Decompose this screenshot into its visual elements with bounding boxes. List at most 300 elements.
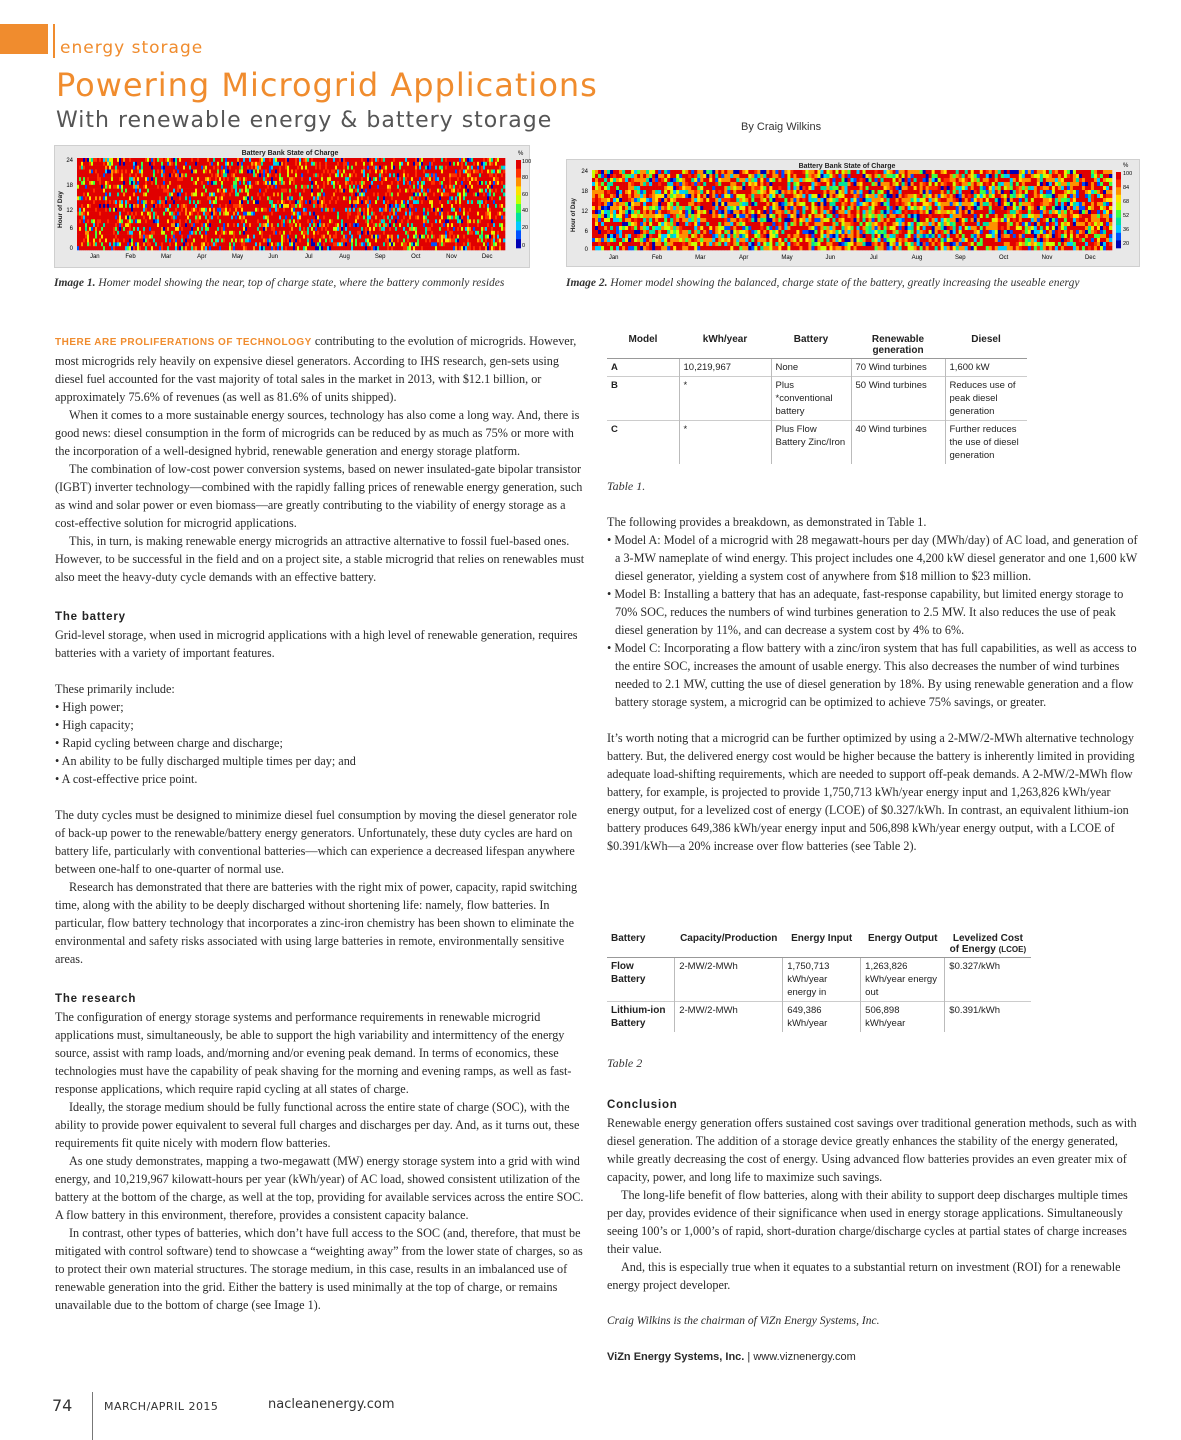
heatmap-cell	[213, 227, 215, 231]
heatmap-cell	[427, 204, 429, 208]
heatmap-cell	[105, 227, 107, 231]
heatmap-cell	[419, 177, 421, 181]
heatmap-cell	[305, 223, 307, 227]
heatmap-cell	[467, 216, 469, 220]
heatmap-cell	[275, 227, 277, 231]
heatmap-cell	[325, 193, 327, 197]
heatmap-cell	[79, 177, 81, 181]
heatmap-cell	[121, 208, 123, 212]
heatmap-cell	[369, 185, 371, 189]
heatmap-cell	[181, 166, 183, 170]
heatmap-cell	[473, 193, 475, 197]
heatmap-cell	[105, 219, 107, 223]
heatmap-cell	[373, 193, 375, 197]
heatmap-cell	[471, 173, 473, 177]
heatmap-cell	[217, 196, 219, 200]
heatmap-cell	[205, 196, 207, 200]
heatmap-cell	[367, 227, 369, 231]
heatmap-cell	[449, 246, 451, 250]
heatmap-cell	[225, 242, 227, 246]
heatmap-cell	[93, 208, 95, 212]
heatmap-cell	[199, 158, 201, 162]
heatmap-cell	[203, 235, 205, 239]
heatmap-cell	[179, 162, 181, 166]
heatmap-cell	[433, 208, 435, 212]
heatmap-cell	[173, 216, 175, 220]
heatmap-cell	[153, 177, 155, 181]
heatmap-cell	[187, 223, 189, 227]
heatmap-cell	[169, 219, 171, 223]
heatmap-cell	[449, 227, 451, 231]
heatmap-cell	[287, 193, 289, 197]
heatmap-cell	[287, 170, 289, 174]
heatmap-cell	[367, 223, 369, 227]
heatmap-cell	[195, 189, 197, 193]
heatmap-cell	[129, 227, 131, 231]
heatmap-cell	[105, 246, 107, 250]
heatmap-cell	[183, 216, 185, 220]
heatmap-cell	[101, 235, 103, 239]
heatmap-cell	[121, 212, 123, 216]
heatmap-cell	[123, 158, 125, 162]
heatmap-cell	[77, 196, 79, 200]
heatmap-cell	[145, 235, 147, 239]
heatmap-cell	[217, 173, 219, 177]
heatmap-cell	[205, 166, 207, 170]
heatmap-cell	[301, 173, 303, 177]
heatmap-cell	[133, 208, 135, 212]
heatmap-cell	[113, 158, 115, 162]
heatmap-cell	[259, 227, 261, 231]
heatmap-cell	[317, 239, 319, 243]
heatmap-cell	[417, 173, 419, 177]
heatmap-cell	[89, 193, 91, 197]
heatmap-cell	[333, 208, 335, 212]
heatmap-cell	[429, 223, 431, 227]
heatmap-cell	[349, 181, 351, 185]
heatmap-cell	[377, 239, 379, 243]
heatmap-cell	[289, 185, 291, 189]
heatmap-cell	[383, 227, 385, 231]
heatmap-cell	[269, 235, 271, 239]
heatmap-cell	[259, 223, 261, 227]
heatmap-cell	[77, 212, 79, 216]
heatmap-cell	[181, 212, 183, 216]
y-tick: 24	[66, 158, 73, 164]
heatmap-cell	[79, 193, 81, 197]
heatmap-cell	[223, 239, 225, 243]
heatmap-cell	[347, 216, 349, 220]
heatmap-cell	[455, 208, 457, 212]
heatmap-cell	[91, 189, 93, 193]
heatmap-cell	[307, 193, 309, 197]
heatmap-cell	[91, 162, 93, 166]
heatmap-cell	[195, 193, 197, 197]
heatmap-cell	[143, 158, 145, 162]
heatmap-cell	[281, 219, 283, 223]
heatmap-cell	[445, 162, 447, 166]
heatmap-cell	[431, 246, 433, 250]
section-label: energy storage	[60, 38, 204, 58]
heatmap-cell	[111, 235, 113, 239]
heatmap-cell	[381, 227, 383, 231]
heatmap-cell	[309, 193, 311, 197]
heatmap-cell	[179, 231, 181, 235]
heatmap-cell	[87, 173, 89, 177]
heatmap-cell	[151, 185, 153, 189]
heatmap-cell	[371, 208, 373, 212]
heatmap-cell	[79, 212, 81, 216]
heatmap-cell	[149, 170, 151, 174]
heatmap-cell	[265, 196, 267, 200]
heatmap-cell	[195, 170, 197, 174]
heatmap-cell	[407, 185, 409, 189]
heatmap-cell	[467, 196, 469, 200]
heatmap-cell	[481, 162, 483, 166]
heatmap-cell	[219, 239, 221, 243]
heatmap-cell	[83, 227, 85, 231]
heatmap-cell	[431, 216, 433, 220]
heatmap-cell	[93, 219, 95, 223]
heatmap-cell	[173, 227, 175, 231]
heatmap-cell	[231, 231, 233, 235]
heatmap-cell	[315, 185, 317, 189]
heatmap-cell	[395, 162, 397, 166]
heatmap-cell	[443, 173, 445, 177]
heatmap-cell	[251, 158, 253, 162]
heatmap-cell	[195, 223, 197, 227]
heatmap-cell	[351, 235, 353, 239]
heatmap-cell	[83, 177, 85, 181]
heatmap-cell	[361, 212, 363, 216]
heatmap-cell	[391, 239, 393, 243]
heatmap-cell	[303, 235, 305, 239]
heatmap-cell	[389, 200, 391, 204]
heatmap-cell	[103, 193, 105, 197]
heatmap-cell	[385, 239, 387, 243]
heatmap-cell	[261, 158, 263, 162]
heatmap-cell	[241, 216, 243, 220]
heatmap-cell	[311, 173, 313, 177]
heatmap-cell	[277, 235, 279, 239]
heatmap-cell	[453, 158, 455, 162]
heatmap-cell	[415, 246, 417, 250]
heatmap-cell	[227, 208, 229, 212]
heatmap-cell	[235, 204, 237, 208]
heatmap-cell	[433, 227, 435, 231]
heatmap-cell	[225, 219, 227, 223]
heatmap-cell	[209, 223, 211, 227]
heatmap-cell	[345, 177, 347, 181]
heatmap-cell	[133, 231, 135, 235]
heatmap-cell	[155, 227, 157, 231]
heatmap-cell	[197, 242, 199, 246]
heatmap-cell	[433, 189, 435, 193]
heatmap-cell	[357, 185, 359, 189]
heatmap-cell	[199, 223, 201, 227]
heatmap-cell	[197, 162, 199, 166]
heatmap-cell	[285, 196, 287, 200]
heatmap-cell	[327, 204, 329, 208]
heatmap-cell	[343, 235, 345, 239]
heatmap-cell	[453, 246, 455, 250]
heatmap-cell	[77, 170, 79, 174]
heatmap-cell	[237, 239, 239, 243]
heatmap-cell	[395, 223, 397, 227]
heatmap-cell	[349, 158, 351, 162]
heatmap-cell	[251, 200, 253, 204]
heatmap-cell	[137, 189, 139, 193]
heatmap-cell	[363, 193, 365, 197]
heatmap-cell	[113, 162, 115, 166]
heatmap-cell	[343, 177, 345, 181]
heatmap-cell	[263, 181, 265, 185]
heatmap-cell	[273, 216, 275, 220]
heatmap-cell	[345, 208, 347, 212]
heatmap-cell	[121, 158, 123, 162]
heatmap-cell	[447, 173, 449, 177]
heatmap-cell	[383, 173, 385, 177]
heatmap-cell	[371, 242, 373, 246]
heatmap-cell	[81, 216, 83, 220]
heatmap-cell	[295, 235, 297, 239]
heatmap-cell	[161, 189, 163, 193]
section-rule	[53, 24, 55, 58]
heatmap-cell	[293, 212, 295, 216]
heatmap-cell	[311, 246, 313, 250]
heatmap-cell	[483, 193, 485, 197]
heatmap-cell	[469, 204, 471, 208]
heatmap-cell	[261, 200, 263, 204]
heatmap-cell	[275, 196, 277, 200]
heatmap-cell	[347, 223, 349, 227]
heatmap-cell	[427, 208, 429, 212]
heatmap-cell	[441, 193, 443, 197]
heatmap-cell	[409, 158, 411, 162]
heatmap-cell	[265, 246, 267, 250]
heatmap-cell	[273, 166, 275, 170]
heatmap-cell	[195, 227, 197, 231]
heatmap-cell	[309, 242, 311, 246]
heatmap-cell	[173, 181, 175, 185]
heatmap-cell	[397, 212, 399, 216]
heatmap-cell	[403, 166, 405, 170]
heatmap-cell	[351, 177, 353, 181]
heatmap-cell	[287, 246, 289, 250]
heatmap-cell	[387, 173, 389, 177]
heatmap-cell	[145, 189, 147, 193]
heatmap-cell	[401, 208, 403, 212]
heatmap-cell	[343, 158, 345, 162]
heatmap-cell	[261, 212, 263, 216]
heatmap-cell	[475, 196, 477, 200]
heatmap-cell	[175, 170, 177, 174]
heatmap-cell	[381, 173, 383, 177]
heatmap-cell	[321, 216, 323, 220]
heatmap-cell	[491, 181, 493, 185]
heatmap-cell	[113, 242, 115, 246]
heatmap-cell	[441, 227, 443, 231]
heatmap-cell	[143, 193, 145, 197]
heatmap-cell	[405, 235, 407, 239]
heatmap-cell	[239, 242, 241, 246]
heatmap-cell	[77, 166, 79, 170]
heatmap-cell	[207, 231, 209, 235]
heatmap-cell	[379, 242, 381, 246]
heatmap-cell	[397, 239, 399, 243]
heatmap-cell	[319, 193, 321, 197]
heatmap-cell	[201, 246, 203, 250]
heatmap-cell	[447, 166, 449, 170]
heatmap-cell	[379, 216, 381, 220]
heatmap-cell	[435, 189, 437, 193]
heatmap-cell	[161, 204, 163, 208]
heatmap-cell	[469, 177, 471, 181]
heatmap-cell	[325, 166, 327, 170]
heatmap-cell	[79, 173, 81, 177]
heatmap-cell	[455, 162, 457, 166]
heatmap-cell	[449, 185, 451, 189]
heatmap-cell	[427, 219, 429, 223]
heatmap-cell	[225, 235, 227, 239]
heatmap-cell	[345, 204, 347, 208]
heatmap-cell	[297, 166, 299, 170]
heatmap-cell	[295, 212, 297, 216]
heatmap-cell	[91, 242, 93, 246]
heatmap-cell	[449, 200, 451, 204]
heatmap-cell	[321, 242, 323, 246]
heatmap-cell	[213, 212, 215, 216]
heatmap-cell	[147, 200, 149, 204]
heatmap-cell	[415, 227, 417, 231]
heatmap-cell	[215, 185, 217, 189]
heatmap-cell	[405, 170, 407, 174]
heatmap-cell	[119, 166, 121, 170]
heatmap-cell	[173, 196, 175, 200]
heatmap-cell	[425, 193, 427, 197]
heatmap-cell	[409, 223, 411, 227]
heatmap-cell	[287, 219, 289, 223]
heatmap-cell	[111, 204, 113, 208]
heatmap-cell	[455, 158, 457, 162]
heatmap-cell	[371, 185, 373, 189]
heatmap-cell	[313, 204, 315, 208]
heatmap-cell	[323, 200, 325, 204]
heatmap-cell	[153, 227, 155, 231]
heatmap-cell	[477, 235, 479, 239]
heatmap-cell	[289, 227, 291, 231]
heatmap-cell	[479, 223, 481, 227]
heatmap-cell	[85, 189, 87, 193]
heatmap-cell	[299, 212, 301, 216]
heatmap-cell	[79, 242, 81, 246]
heatmap-cell	[285, 239, 287, 243]
heatmap-cell	[473, 231, 475, 235]
heatmap-cell	[453, 189, 455, 193]
heatmap-cell	[385, 216, 387, 220]
heatmap-cell	[451, 219, 453, 223]
heatmap-cell	[157, 185, 159, 189]
heatmap-cell	[275, 208, 277, 212]
heatmap-cell	[183, 235, 185, 239]
heatmap-cell	[135, 189, 137, 193]
heatmap-cell	[137, 239, 139, 243]
heatmap-cell	[379, 189, 381, 193]
heatmap-cell	[85, 246, 87, 250]
heatmap-cell	[339, 189, 341, 193]
heatmap-cell	[205, 212, 207, 216]
heatmap-cell	[245, 173, 247, 177]
heatmap-cell	[255, 158, 257, 162]
heatmap-cell	[297, 242, 299, 246]
heatmap-cell	[339, 193, 341, 197]
heatmap-cell	[341, 212, 343, 216]
heatmap-cell	[443, 216, 445, 220]
heatmap-cell	[431, 242, 433, 246]
heatmap-cell	[469, 170, 471, 174]
heatmap-cell	[419, 189, 421, 193]
heatmap-cell	[471, 235, 473, 239]
heatmap-cell	[309, 235, 311, 239]
heatmap-cell	[187, 166, 189, 170]
heatmap-cell	[159, 216, 161, 220]
heatmap-cell	[323, 235, 325, 239]
heatmap-cell	[281, 227, 283, 231]
heatmap-cell	[155, 162, 157, 166]
heatmap-cell	[397, 235, 399, 239]
heatmap-cell	[483, 170, 485, 174]
heatmap-cell	[469, 219, 471, 223]
heatmap-cell	[367, 162, 369, 166]
heatmap-cell	[329, 223, 331, 227]
heatmap-cell	[199, 204, 201, 208]
heatmap-cell	[155, 185, 157, 189]
heatmap-cell	[401, 231, 403, 235]
heatmap-cell	[273, 231, 275, 235]
heatmap-cell	[307, 219, 309, 223]
heatmap-cell	[361, 158, 363, 162]
heatmap-cell	[125, 158, 127, 162]
heatmap-cell	[415, 170, 417, 174]
heatmap-cell	[367, 208, 369, 212]
heatmap-cell	[479, 185, 481, 189]
heatmap-cell	[321, 170, 323, 174]
heatmap-cell	[243, 231, 245, 235]
heatmap-cell	[183, 166, 185, 170]
heatmap-cell	[325, 173, 327, 177]
heatmap-cell	[161, 170, 163, 174]
heatmap-cell	[165, 208, 167, 212]
heatmap-cell	[489, 185, 491, 189]
heatmap-cell	[413, 173, 415, 177]
heatmap-cell	[431, 231, 433, 235]
heatmap-cell	[347, 208, 349, 212]
heatmap-cell	[421, 219, 423, 223]
heatmap-cell	[241, 200, 243, 204]
heatmap-cell	[359, 212, 361, 216]
heatmap-cell	[315, 193, 317, 197]
heatmap-cell	[431, 158, 433, 162]
heatmap-cell	[153, 181, 155, 185]
heatmap-cell	[447, 158, 449, 162]
heatmap-cell	[415, 189, 417, 193]
heatmap-cell	[199, 177, 201, 181]
heatmap-cell	[391, 204, 393, 208]
heatmap-cell	[267, 216, 269, 220]
heatmap-cell	[391, 231, 393, 235]
heatmap-cell	[459, 204, 461, 208]
heatmap-cell	[301, 235, 303, 239]
